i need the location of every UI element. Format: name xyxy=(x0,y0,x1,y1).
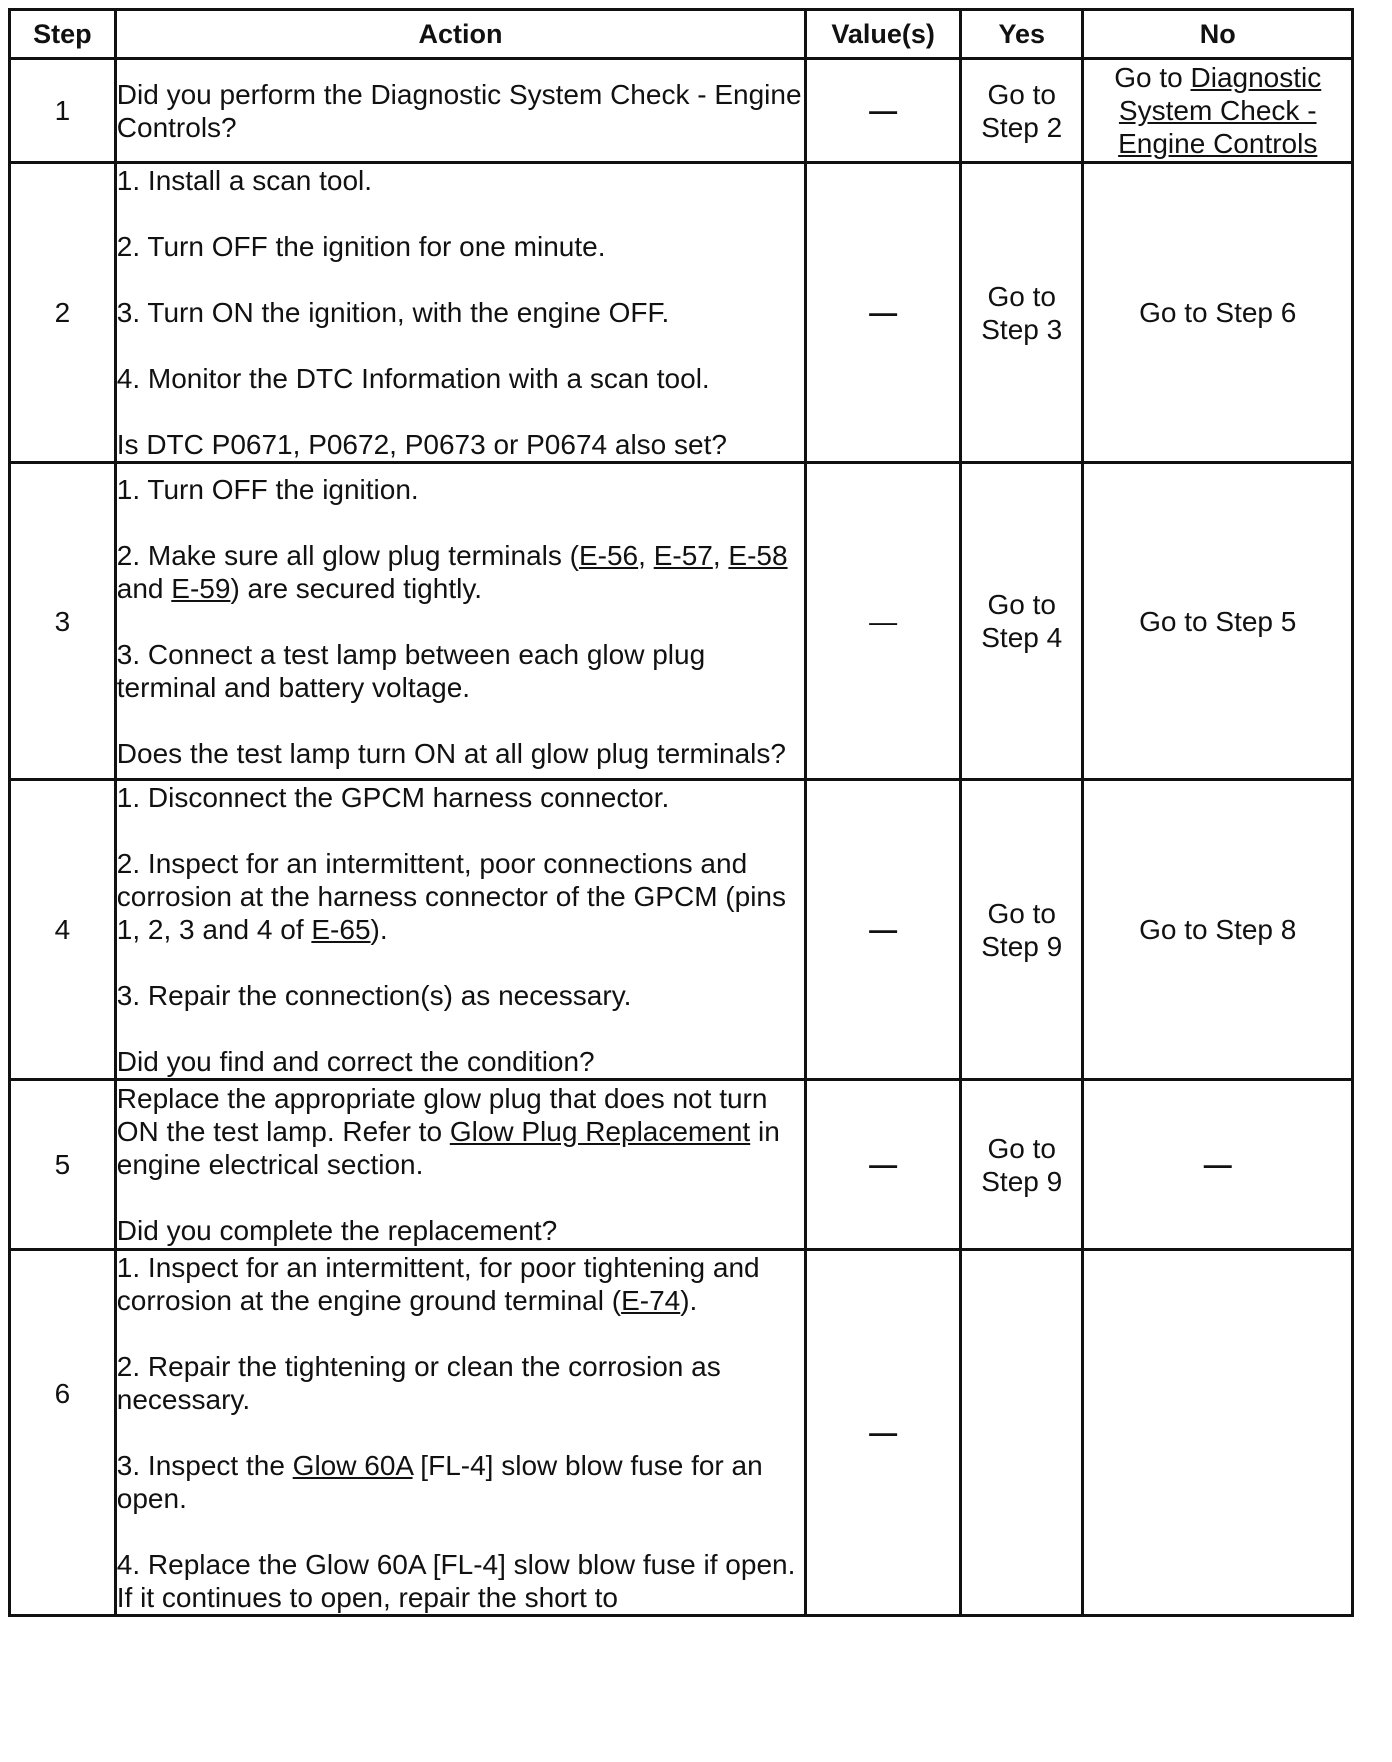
action-paragraph: 3. Turn ON the ignition, with the engine OFF. xyxy=(116,297,670,328)
table-row xyxy=(10,463,1353,780)
reference-link[interactable]: E-58 xyxy=(728,539,788,571)
action-paragraph: 1. Inspect for an intermittent, for poor tightening and corrosion at the engine ground terminal (E-74). xyxy=(116,1252,760,1316)
reference-link[interactable]: E-65 xyxy=(311,914,371,945)
reference-link[interactable]: E-74 xyxy=(621,1285,681,1316)
reference-link[interactable]: E-56 xyxy=(578,539,639,571)
header-action: Action xyxy=(115,10,805,59)
yes-cell xyxy=(960,1250,1082,1616)
paragraph-gap xyxy=(117,263,804,296)
action-paragraph: Did you find and correct the condition? xyxy=(116,1046,595,1077)
no-cell[interactable]: Go to Step 8 xyxy=(1083,780,1353,1080)
value-cell: — xyxy=(806,163,961,463)
step-number: 5 xyxy=(10,1080,116,1250)
yes-cell[interactable]: Go to Step 9 xyxy=(960,1080,1082,1250)
header-no: No xyxy=(1083,10,1353,59)
paragraph-gap xyxy=(117,1181,804,1214)
no-prefix: Go to xyxy=(1114,62,1191,93)
paragraph-gap xyxy=(117,1416,804,1449)
no-cell[interactable]: Go to Step 6 xyxy=(1083,163,1353,463)
action-cell xyxy=(115,163,805,463)
table-row xyxy=(10,1250,1353,1616)
paragraph-gap xyxy=(117,814,804,847)
action-paragraph: 3. Inspect the Glow 60A [FL-4] slow blow fuse for an open. xyxy=(116,1450,763,1514)
yes-cell[interactable]: Go to Step 9 xyxy=(960,780,1082,1080)
action-paragraph: 1. Install a scan tool. xyxy=(116,165,373,196)
paragraph-gap xyxy=(117,1515,804,1548)
no-cell[interactable]: Go to Step 5 xyxy=(1083,463,1353,780)
action-paragraph: 2. Make sure all glow plug terminals (E-56, E-57, E-58 and E-59) are secured tightly. xyxy=(116,539,788,604)
step-number: 3 xyxy=(10,463,116,780)
action-paragraph: 1. Turn OFF the ignition. xyxy=(116,473,419,505)
value-cell: — xyxy=(806,59,961,163)
step-number: 6 xyxy=(10,1250,116,1616)
header-step: Step xyxy=(10,10,116,59)
reference-link[interactable]: Glow Plug Replacement xyxy=(449,1116,751,1147)
paragraph-gap xyxy=(117,946,804,979)
action-cell xyxy=(115,59,805,163)
value-cell: — xyxy=(806,1250,961,1616)
diagnostic-table xyxy=(8,8,1354,1617)
value-cell: — xyxy=(806,463,961,780)
paragraph-gap xyxy=(117,704,804,737)
no-cell xyxy=(1083,1250,1353,1616)
action-cell xyxy=(115,1250,805,1616)
step-number: 2 xyxy=(10,163,116,463)
action-paragraph: 2. Inspect for an intermittent, poor connections and corrosion at the harness connector of the GPCM (pins 1, 2, 3 and 4 of E-65). xyxy=(116,848,786,945)
table-row xyxy=(10,1080,1353,1250)
header-row xyxy=(10,10,1353,59)
paragraph-gap xyxy=(117,506,804,539)
action-paragraph: Did you complete the replacement? xyxy=(116,1215,558,1246)
action-paragraph: 4. Replace the Glow 60A [FL-4] slow blow fuse if open. If it continues to open, repair the short to xyxy=(116,1549,796,1613)
action-cell xyxy=(115,1080,805,1250)
table-row xyxy=(10,780,1353,1080)
header-yes: Yes xyxy=(960,10,1082,59)
value-cell: — xyxy=(806,1080,961,1250)
no-cell xyxy=(1083,59,1353,163)
step-number: 4 xyxy=(10,780,116,1080)
action-paragraph: Does the test lamp turn ON at all glow plug terminals? xyxy=(116,737,786,769)
action-paragraph: 4. Monitor the DTC Information with a scan tool. xyxy=(116,363,710,394)
action-cell xyxy=(115,780,805,1080)
reference-link[interactable]: E-59 xyxy=(171,572,231,604)
table-row xyxy=(10,59,1353,163)
yes-cell[interactable]: Go to Step 2 xyxy=(960,59,1082,163)
table-row xyxy=(10,163,1353,463)
reference-link[interactable]: E-57 xyxy=(653,539,713,571)
action-paragraph: Replace the appropriate glow plug that does not turn ON the test lamp. Refer to Glow Plug Replacement in engine electrical section. xyxy=(116,1083,780,1180)
paragraph-gap xyxy=(117,197,804,230)
yes-cell[interactable]: Go to Step 3 xyxy=(960,163,1082,463)
action-paragraph: 2. Turn OFF the ignition for one minute. xyxy=(116,231,606,262)
action-paragraph: 1. Disconnect the GPCM harness connector. xyxy=(116,782,670,813)
paragraph-gap xyxy=(117,329,804,362)
diagnostic-system-check-link[interactable]: Diagnostic System Check - Engine Controls xyxy=(1118,62,1322,159)
paragraph-gap xyxy=(117,1317,804,1350)
action-paragraph: 3. Connect a test lamp between each glow plug terminal and battery voltage. xyxy=(116,638,706,703)
paragraph-gap xyxy=(117,1012,804,1045)
no-cell: — xyxy=(1083,1080,1353,1250)
action-paragraph: 3. Repair the connection(s) as necessary. xyxy=(116,980,632,1011)
action-paragraph: 2. Repair the tightening or clean the corrosion as necessary. xyxy=(116,1351,721,1415)
reference-link[interactable]: Glow 60A xyxy=(292,1450,413,1481)
action-paragraph: Did you perform the Diagnostic System Check - Engine Controls? xyxy=(116,78,802,143)
action-paragraph: Is DTC P0671, P0672, P0673 or P0674 also set? xyxy=(116,429,727,460)
header-values: Value(s) xyxy=(806,10,961,59)
value-cell: — xyxy=(806,780,961,1080)
step-number: 1 xyxy=(10,59,116,163)
paragraph-gap xyxy=(117,605,804,638)
paragraph-gap xyxy=(117,395,804,428)
action-cell xyxy=(115,463,805,780)
yes-cell[interactable]: Go to Step 4 xyxy=(960,463,1082,780)
